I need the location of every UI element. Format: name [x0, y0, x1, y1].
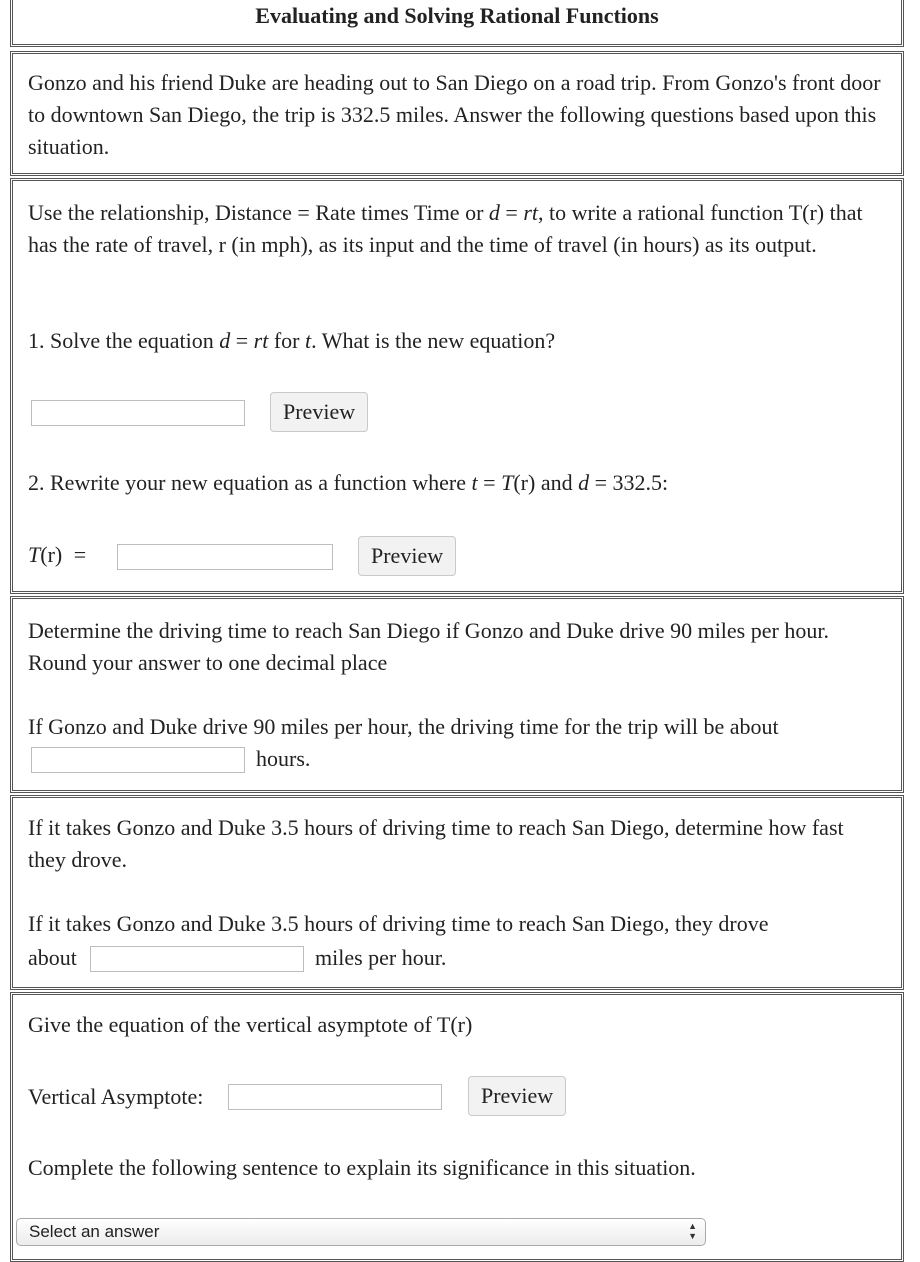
intro-text: Gonzo and his friend Duke are heading out to San Diego on a road trip. From Gonzo's front door to downtown San Diego, the trip is 332.5 miles. Answer the following questions based upon this situation. — [28, 70, 881, 159]
section4-sentence-prompt: Complete the following sentence to explain its significance in this situation. — [28, 1155, 696, 1180]
page-title: Evaluating and Solving Rational Functions — [255, 3, 659, 28]
preview-button-2[interactable]: Preview — [358, 536, 456, 576]
section4-prompt: Give the equation of the vertical asymptote of T(r) — [28, 1012, 473, 1037]
driving-time-input[interactable] — [31, 747, 245, 773]
solve-equation-input[interactable] — [31, 400, 245, 426]
vertical-asymptote-input[interactable] — [228, 1084, 442, 1110]
section-speed — [10, 795, 904, 990]
title-box — [10, 0, 904, 47]
section2-answer-line: If Gonzo and Duke drive 90 miles per hour, the driving time for the trip will be about — [28, 714, 779, 739]
function-label: T(r) = — [28, 542, 87, 567]
select-arrows-icon: ▲ ▼ — [688, 1221, 697, 1241]
function-T-input[interactable] — [117, 544, 333, 570]
section-driving-time — [10, 596, 904, 793]
section3-answer-suffix: miles per hour. — [315, 945, 447, 970]
section3-answer-line: If it takes Gonzo and Duke 3.5 hours of driving time to reach San Diego, they drove — [28, 911, 769, 936]
speed-input[interactable] — [90, 946, 304, 972]
section3-answer-prefix: about — [28, 945, 77, 970]
section3-prompt: If it takes Gonzo and Duke 3.5 hours of driving time to reach San Diego, determine how fast they drove. — [28, 815, 844, 872]
vertical-asymptote-label: Vertical Asymptote: — [28, 1084, 204, 1109]
intro-box — [10, 51, 904, 176]
question-2: 2. Rewrite your new equation as a function where t = T(r) and d = 332.5: — [28, 470, 669, 495]
section2-answer-suffix: hours. — [256, 746, 311, 771]
section-rational-function — [10, 178, 904, 594]
preview-button-1[interactable]: Preview — [270, 392, 368, 432]
section1-instructions: Use the relationship, Distance = Rate times Time or d = rt, to write a rational function T(r) that has the rate of travel, r (in mph), as its input and the time of travel (in hours) as its output. — [28, 200, 863, 257]
answer-select[interactable] — [16, 1218, 706, 1246]
answer-select-value: Select an answer — [29, 1222, 160, 1241]
section2-prompt: Determine the driving time to reach San Diego if Gonzo and Duke drive 90 miles per hour. Round your answer to one decimal place — [28, 618, 829, 675]
question-1: 1. Solve the equation d = rt for t. What is the new equation? — [28, 328, 556, 353]
preview-button-3[interactable]: Preview — [468, 1076, 566, 1116]
